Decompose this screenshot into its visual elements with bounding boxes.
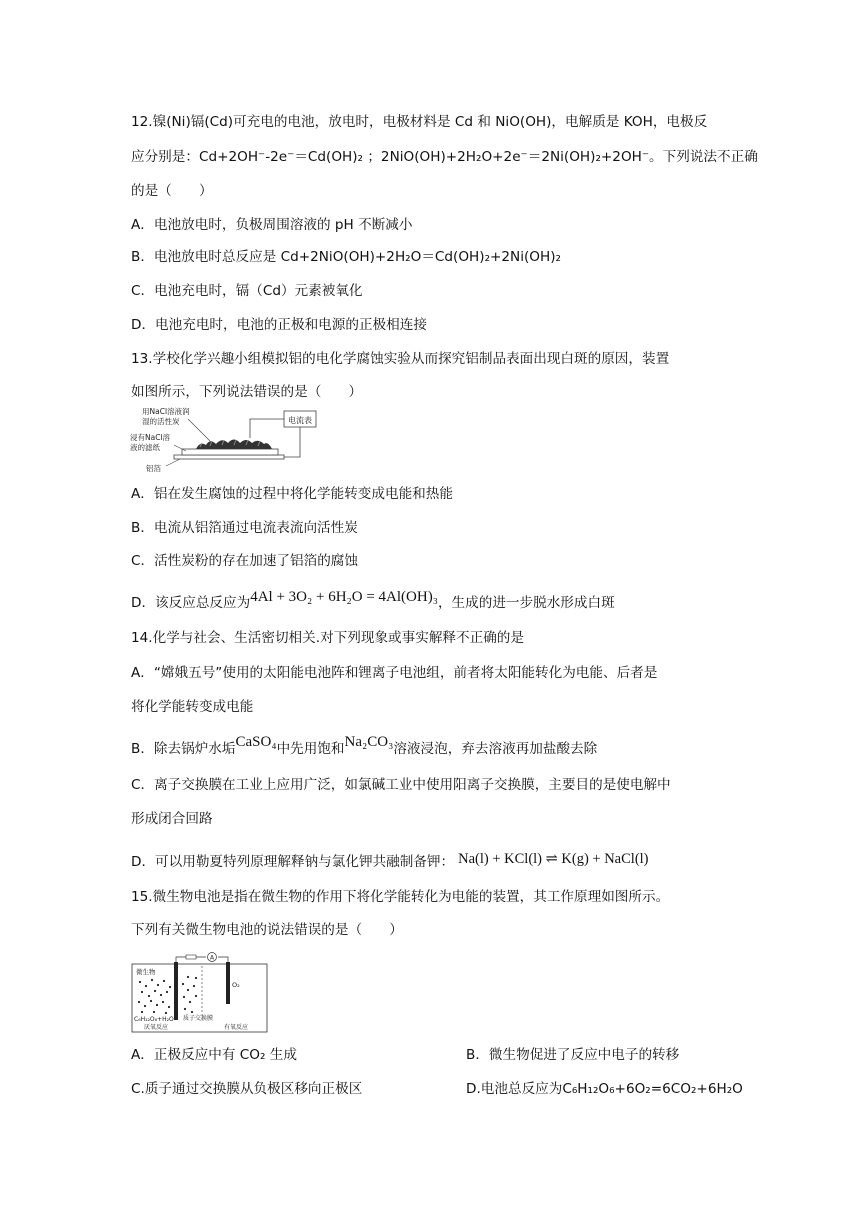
q13-option-d-suffix: ，生成的进一步脱水形成白斑: [437, 595, 615, 611]
carbon-label-1: 用NaCl溶液润: [142, 407, 190, 416]
q13-option-b: B．电流从铝箔通过电流表流向活性炭: [131, 520, 358, 536]
q13-option-c: C．活性炭粉的存在加速了铝箔的腐蚀: [131, 553, 358, 569]
q14-stem: 14.化学与社会、生活密切相关.对下列现象或事实解释不正确的是: [131, 630, 524, 646]
q13-option-d: [131, 589, 615, 613]
q13-stem-line1: 13.学校化学兴趣小组模拟铝的电化学腐蚀实验从而探究铝制品表面出现白斑的原因，装置: [131, 351, 670, 367]
aluminum-corrosion-diagram: [130, 405, 330, 475]
meter-label: 电流表: [288, 416, 312, 425]
q15-stem-line1: 15.微生物电池是指在微生物的作用下将化学能转化为电能的装置，其工作原理如图所示。: [131, 889, 670, 905]
microbe-label: 微生物: [136, 968, 156, 976]
foil-label: 铝箔: [146, 464, 161, 473]
q15-option-b: B．微生物促进了反应中电子的转移: [466, 1047, 680, 1063]
q14-option-d-prefix: D．可以用勒夏特列原理解释钠与氯化钾共融制备钾：: [131, 854, 455, 870]
q14-option-b-caso4: CaSO₄: [235, 734, 277, 750]
q14-option-d: [131, 852, 649, 872]
carbon-powder: [196, 440, 272, 450]
q14-option-b-mid: 中先用饱和: [276, 741, 345, 757]
q13-stem-line2: 如图所示，下列说法错误的是（ ）: [131, 384, 363, 400]
q14-option-a-line1: A．“嫦娥五号”使用的太阳能电池阵和锂离子电池组，前者将太阳能转化为电能、后者是: [131, 665, 658, 681]
q14-option-b-suffix: 溶液浸泡，弃去溶液再加盐酸去除: [393, 741, 598, 757]
o2-label: O₂: [232, 981, 240, 989]
glucose-label: C₆H₁₂O₆+H₂O: [134, 1016, 174, 1023]
q12-stem-line3: 的是（ ）: [131, 183, 213, 199]
microbial-cell-diagram: [130, 952, 270, 1034]
q15-stem-line2: 下列有关微生物电池的说法错误的是（ ）: [131, 922, 403, 938]
q13-option-a: A．铝在发生腐蚀的过程中将化学能转变成电能和热能: [131, 486, 453, 502]
q14-option-a-line2: 将化学能转变成电能: [131, 699, 254, 715]
membrane-label: 质子交换膜: [183, 1015, 214, 1022]
carbon-label-2: 湿的活性炭: [142, 417, 180, 426]
q15-option-d: D.电池总反应为C₆H₁₂O₆+6O₂=6CO₂+6H₂O: [466, 1081, 743, 1097]
q14-option-c-line1: C．离子交换膜在工业上应用广泛，如氯碱工业中使用阳离子交换膜，主要目的是使电解中: [131, 777, 671, 793]
q13-option-d-formula: 4Al + 3O₂ + 6H₂O = 4Al(OH)₃: [250, 589, 438, 605]
q12-stem-line2: 应分别是：Cd+2OH⁻-2e⁻＝Cd(OH)₂ ；2NiO(OH)+2H₂O+2e⁻＝2Ni(OH)₂+2OH⁻。下列说法不正确: [131, 149, 758, 165]
paper-label-1: 浸有NaCl溶: [130, 433, 171, 442]
q15-option-c: C.质子通过交换膜从负极区移向正极区: [131, 1081, 363, 1097]
q14-option-b-prefix: B．除去锅炉水垢: [131, 741, 236, 757]
q12-option-b: B．电池放电时总反应是 Cd+2NiO(OH)+2H₂O＝Cd(OH)₂+2Ni(OH)₂: [131, 249, 561, 265]
q12-option-d: D．电池充电时，电池的正极和电源的正极相连接: [131, 317, 427, 333]
q14-option-b: [131, 734, 598, 759]
q14-option-d-formula: Na(l) + KCl(l) ⇌ K(g) + NaCl(l): [458, 851, 649, 867]
q12-option-a: A．电池放电时，负极周围溶液的 pH 不断减小: [131, 217, 413, 233]
paper-label-2: 液的滤纸: [130, 443, 160, 452]
anaerobic-label: 厌氧反应: [144, 1024, 169, 1031]
q15-option-a: A．正极反应中有 CO₂ 生成: [131, 1047, 297, 1063]
q13-option-d-prefix: D．该反应总反应为: [131, 595, 251, 611]
aerobic-label: 有氧反应: [224, 1024, 249, 1031]
ammeter-label: A: [209, 954, 215, 962]
q12-option-c: C．电池充电时，镉（Cd）元素被氧化: [131, 283, 363, 299]
q14-option-c-line2: 形成闭合回路: [131, 811, 213, 827]
q12-stem-line1: 12.镍(Ni)镉(Cd)可充电的电池，放电时，电极材料是 Cd 和 NiO(OH)，电解质是 KOH，电极反: [131, 114, 708, 130]
q14-option-b-na2co3: Na₂CO₃: [344, 734, 394, 750]
